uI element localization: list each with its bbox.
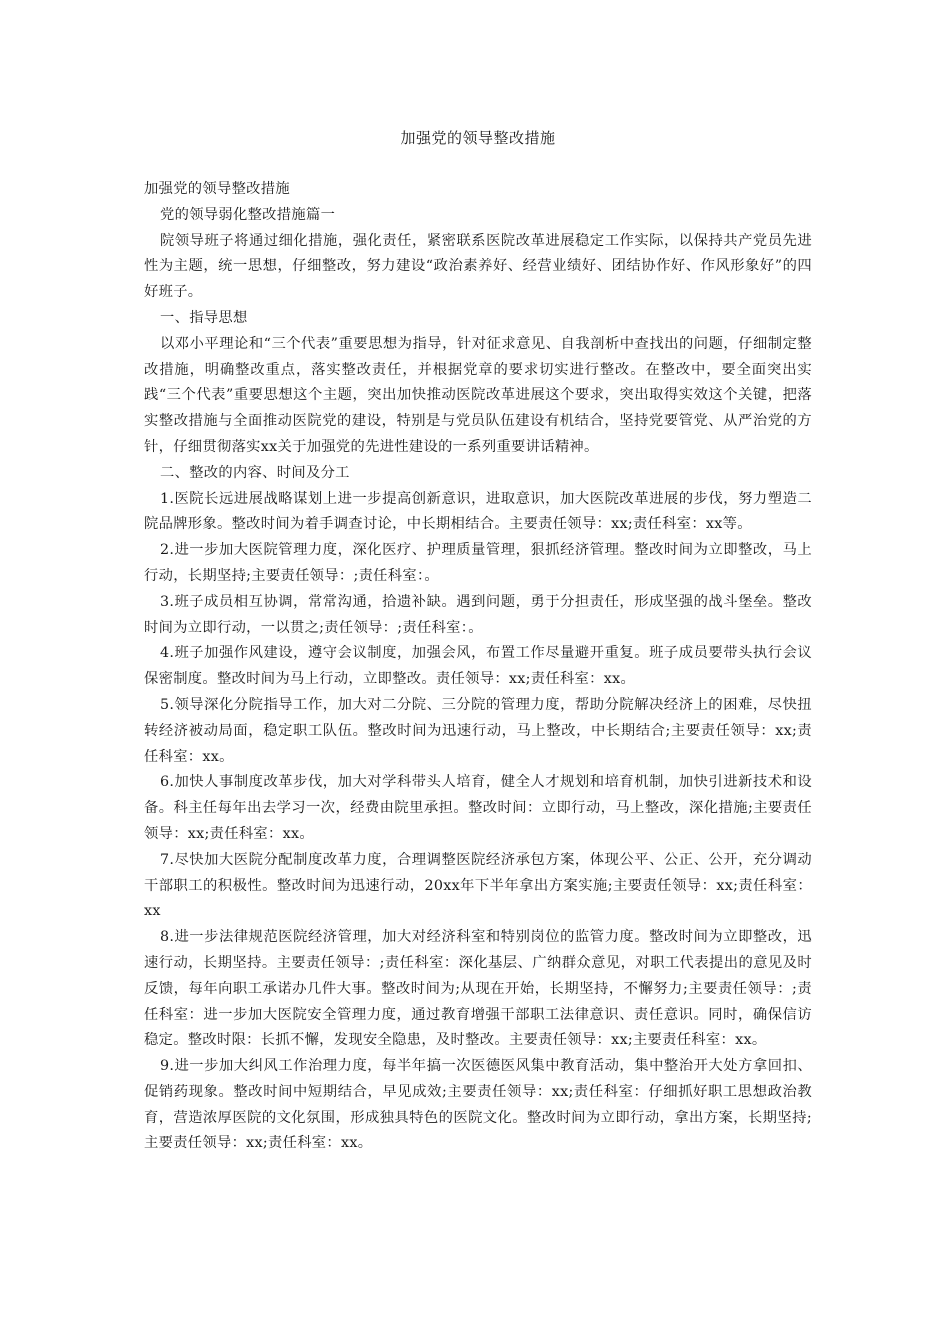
section-heading-part-one: 党的领导弱化整改措施篇一 (160, 206, 336, 223)
guiding-ideology-paragraph: 以邓小平理论和“三个代表”重要思想为指导，针对征求意见、自我剖析中查找出的问题，仔细制定整改措施，明确整改重点，落实整改责任，并根据党章的要求切实进行整改。在整改中，要全面突出实践“三个代表”重要思想这个主题，突出加快推动医院改革进展这个要求，突出取得实效这个关键，把落实整改措施与全面推动医院党的建设，特别是与党员队伍建设有机结合，坚持党要管党、从严治党的方针，仔细贯彻落实xx关于加强党的先进性建设的一系列重要讲话精神。 (144, 335, 812, 455)
document-body (144, 177, 812, 1157)
item-5: 5.领导深化分院指导工作，加大对二分院、三分院的管理力度，帮助分院解决经济上的困难，尽快扭转经济被动局面，稳定职工队伍。整改时间为迅速行动，马上整改，中长期结合;主要责任领导：xx;责任科室：xx。 (144, 696, 812, 765)
document-title: 加强党的领导整改措施 (400, 129, 556, 147)
item-9: 9.进一步加大纠风工作治理力度，每半年搞一次医德医风集中教育活动，集中整治开大处方拿回扣、促销药现象。整改时间中短期结合，早见成效;主要责任领导：xx;责任科室：仔细抓好职工思想政治教育，营造浓厚医院的文化氛围，形成独具特色的医院文化。整改时间为立即行动，拿出方案，长期坚持;主要责任领导：xx;责任科室：xx。 (144, 1058, 812, 1152)
item-6: 6.加快人事制度改革步伐，加大对学科带头人培育，健全人才规划和培育机制，加快引进新技术和设备。科主任每年出去学习一次，经费由院里承担。整改时间：立即行动，马上整改，深化措施;主要责任领导：xx;责任科室：xx。 (144, 774, 812, 842)
item-1: 1.医院长远进展战略谋划上进一步提高创新意识，进取意识，加大医院改革进展的步伐，努力塑造二院品牌形象。整改时间为着手调查讨论，中长期相结合。主要责任领导：xx;责任科室：xx等。 (144, 490, 812, 533)
heading-guiding-ideology: 一、指导思想 (160, 309, 248, 326)
heading-content-time-division: 二、整改的内容、时间及分工 (160, 464, 350, 481)
item-3: 3.班子成员相互协调，常常沟通，拾遗补缺。遇到问题，勇于分担责任，形成坚强的战斗堡垒。整改时间为立即行动，一以贯之;责任领导：;责任科室：。 (144, 593, 812, 636)
subtitle: 加强党的领导整改措施 (144, 181, 290, 197)
item-2: 2.进一步加大医院管理力度，深化医疗、护理质量管理，狠抓经济管理。整改时间为立即整改，马上行动，长期坚持;主要责任领导：;责任科室：。 (144, 542, 812, 584)
item-7: 7.尽快加大医院分配制度改革力度，合理调整医院经济承包方案，体现公平、公正、公开，充分调动干部职工的积极性。整改时间为迅速行动，20xx年下半年拿出方案实施;主要责任领导：xx;责任科室：xx (144, 851, 812, 920)
item-4: 4.班子加强作风建设，遵守会议制度，加强会风，布置工作尽量避开重复。班子成员要带头执行会议保密制度。整改时间为马上行动，立即整改。责任领导：xx;责任科室：xx。 (144, 645, 812, 688)
intro-paragraph: 院领导班子将通过细化措施，强化责任，紧密联系医院改革进展稳定工作实际，以保持共产党员先进性为主题，统一思想，仔细整改，努力建设“政治素养好、经营业绩好、团结协作好、作风形象好”的四好班子。 (144, 232, 812, 301)
item-8: 8.进一步法律规范医院经济管理，加大对经济科室和特别岗位的监管力度。整改时间为立即整改，迅速行动，长期坚持。主要责任领导：;责任科室：深化基层、广纳群众意见，对职工代表提出的意见及时反馈，每年向职工承诺办几件大事。整改时间为;从现在开始，长期坚持，不懈努力;主要责任领导：;责任科室：进一步加大医院安全管理力度，通过教育增强干部职工法律意识、责任意识。同时，确保信访稳定。整改时限：长抓不懈，发现安全隐患，及时整改。主要责任领导：xx;主要责任科室：xx。 (144, 929, 812, 1049)
